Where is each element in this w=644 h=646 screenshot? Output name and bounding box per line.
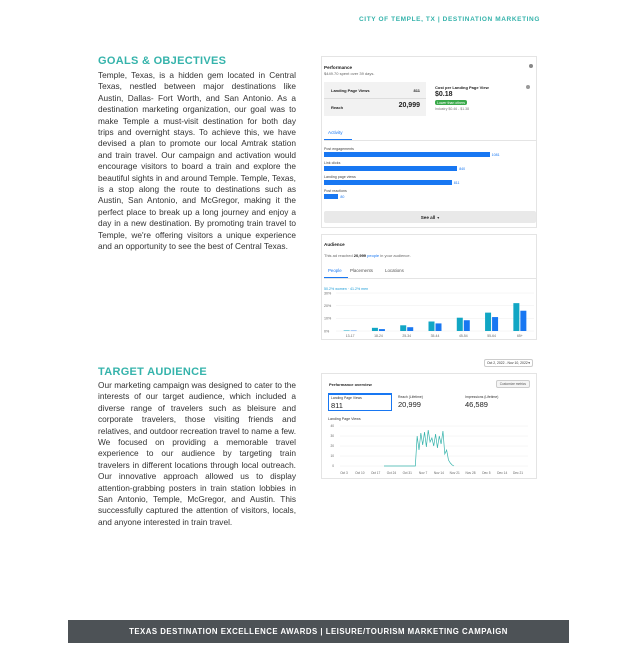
audience-card (321, 234, 537, 340)
metric-box-left (324, 82, 426, 116)
m3-value: 46,589 (465, 400, 488, 409)
info-icon (529, 64, 533, 68)
reach-value: 20,999 (398, 102, 420, 109)
reach-label: Reach (331, 105, 344, 110)
footer-banner: TEXAS DESTINATION EXCELLENCE AWARDS | LEISURE/TOURISM MARKETING CAMPAIGN (68, 620, 569, 643)
m1-label: Landing Page Views (331, 396, 362, 400)
reach-suffix: in your audience. (379, 253, 411, 258)
x-tick-label: Dec 14 (497, 471, 508, 475)
tab-placements[interactable]: Placements (350, 268, 373, 273)
divider (324, 98, 426, 99)
metric-landing-selected[interactable] (328, 393, 392, 411)
x-tick-label: Oct 17 (370, 471, 381, 475)
audience-card-title: Audience (324, 242, 345, 247)
date-range-select[interactable] (484, 359, 533, 367)
goals-title: GOALS & OBJECTIVES (98, 55, 227, 67)
x-tick-label: Oct 24 (386, 471, 397, 475)
audience-bar (520, 311, 526, 331)
audience-bar (344, 330, 350, 331)
chevron-down-icon: ▾ (437, 214, 440, 220)
cost-value: $0.18 (435, 91, 453, 98)
x-tick-label: 45-54 (458, 334, 468, 338)
activity-bar (324, 180, 452, 185)
goals-body: Temple, Texas, is a hidden gem located in Central Texas, nestled between major destinations like Austin, Dallas- Fort Worth, and San Antonio. As a destination marketing organization, our goal was to make Temple a must-visit destination for both day trips and overnight stays. To achieve this, we have devised a plan to promote our local Amtrak station and train travel. Our campaign and activation would encourage visitors to board a train and explore the beautiful sights in and around Temple. Temple, Texas, is a stop along the route to destinations such as Austin, San Antonio, and McGregor, making it the perfect place to break up a long journey and enjoy a day in a new destination. By promoting train travel to Temple, we're offering visitors a unique experience and an opportunity to see the best of Central Texas. (98, 70, 296, 252)
tab-locations[interactable]: Locations (385, 268, 404, 273)
x-tick-label: 65+ (516, 334, 523, 338)
x-tick-label: Dec 21 (512, 471, 524, 475)
activity-bar-value: 840 (459, 166, 466, 171)
cost-range: Industry $0.46 - $1.38 (435, 107, 470, 111)
landing-label: Landing Page Views (331, 88, 370, 93)
m2-label: Reach (Lifetime) (398, 395, 423, 399)
reach-prefix: This ad reached (324, 253, 354, 258)
y-tick-label: 0 (332, 464, 334, 469)
audience-bar (400, 325, 406, 331)
performance-title: Performance (324, 65, 353, 70)
y-tick-label: 10% (324, 316, 332, 321)
activity-bar (324, 166, 457, 171)
activity-bar-label: Link clicks (324, 161, 341, 165)
audience-bar (407, 327, 413, 331)
overview-title: Performance overview (329, 382, 372, 387)
activity-bar (324, 194, 338, 199)
y-tick-label: 30 (330, 434, 334, 439)
x-tick-label: Oct 31 (402, 471, 412, 475)
x-tick-label: Oct 10 (355, 471, 365, 475)
audience-legend: 50.2% women · 41.2% men (324, 287, 369, 291)
audience-bar (464, 320, 470, 331)
y-tick-label: 20% (324, 303, 332, 308)
m1-value: 811 (331, 401, 343, 410)
audience-title: TARGET AUDIENCE (98, 366, 207, 378)
audience-body: Our marketing campaign was designed to cater to the interests of our target audience, which included a diverse range of travelers such as bleisure and corporate travelers, those visiting friends and relatives, and outdoor recreation travel to name a few. We focused on providing a memorable travel experience to our audience by targeting train travelers in different locations through local outreach. Our innovative approach allowed us to display attention-grabbing posters in train station lobbies in San Antonio, Temple, McGregor, and Austin. This successfully captured the attention of visitors, locals, and anyone interested in train travel. (98, 380, 296, 527)
audience-reach-text (324, 253, 411, 258)
x-tick-label: Nov 7 (418, 471, 428, 475)
overview-card (321, 373, 537, 479)
reach-num: 20,999 (353, 253, 367, 258)
activity-bars (324, 147, 524, 207)
y-tick-label: 0% (324, 329, 330, 334)
see-all-label: See all (420, 214, 436, 220)
chart-label: Landing Page Views (328, 417, 361, 421)
activity-tab[interactable]: Activity (328, 130, 343, 135)
performance-subtitle: $449.70 spent over 39 days. (324, 71, 375, 76)
chevron-down-icon: ▾ (528, 361, 530, 365)
audience-bar (379, 329, 385, 331)
cost-label: Cost per Landing Page View (435, 85, 489, 90)
landing-value: 811 (413, 88, 420, 93)
m2-value: 20,999 (398, 400, 421, 409)
activity-bar-label: Landing page views (324, 175, 356, 179)
reach-people: people (366, 253, 380, 258)
audience-bar (485, 313, 491, 331)
x-tick-label: 35-44 (430, 334, 440, 338)
activity-bar-label: Post engagements (324, 147, 354, 151)
lpv-series-line (384, 430, 454, 466)
x-tick-label: 55-64 (487, 334, 496, 338)
x-tick-label: 25-34 (402, 334, 412, 338)
y-tick-label: 30% (324, 291, 332, 296)
audience-bar (436, 323, 442, 331)
info-icon (526, 85, 530, 89)
audience-chart (322, 291, 536, 339)
date-range-label: Oct 2, 2022 - Nov 10, 2022 (487, 361, 528, 365)
divider (324, 140, 536, 141)
x-tick-label: Oct 3 (340, 471, 348, 475)
activity-bar-label: Post reactions (324, 189, 347, 193)
see-all-button[interactable] (324, 211, 536, 223)
header-tag: CITY OF TEMPLE, TX | DESTINATION MARKETING (359, 16, 540, 23)
activity-bar-value: 80 (340, 194, 345, 199)
x-tick-label: 18-24 (374, 334, 383, 338)
customize-metrics-button[interactable]: Customize metrics (496, 380, 530, 388)
activity-bar-value: 1081 (491, 152, 500, 157)
audience-bar (429, 322, 435, 332)
y-tick-label: 10 (330, 454, 334, 459)
cost-box (431, 82, 534, 116)
audience-bar (457, 318, 463, 331)
x-tick-label: 13-17 (345, 334, 355, 338)
activity-bar (324, 152, 490, 157)
x-tick-label: Nov 14 (433, 471, 444, 475)
audience-bar (513, 303, 519, 331)
x-tick-label: Nov 28 (465, 471, 476, 475)
tab-people[interactable]: People (328, 268, 342, 273)
y-tick-label: 20 (330, 444, 334, 449)
x-tick-label: Nov 21 (449, 471, 460, 475)
audience-bar (372, 328, 378, 331)
cost-badge: Lower than others (437, 100, 466, 105)
m3-label: Impressions (Lifetime) (465, 395, 499, 399)
x-tick-label: Dec 5 (482, 471, 491, 475)
y-tick-label: 40 (330, 424, 334, 429)
divider (324, 278, 536, 279)
audience-bar (492, 317, 498, 331)
activity-bar-value: 811 (453, 180, 460, 185)
lpv-chart (322, 422, 536, 478)
performance-card (321, 56, 537, 228)
